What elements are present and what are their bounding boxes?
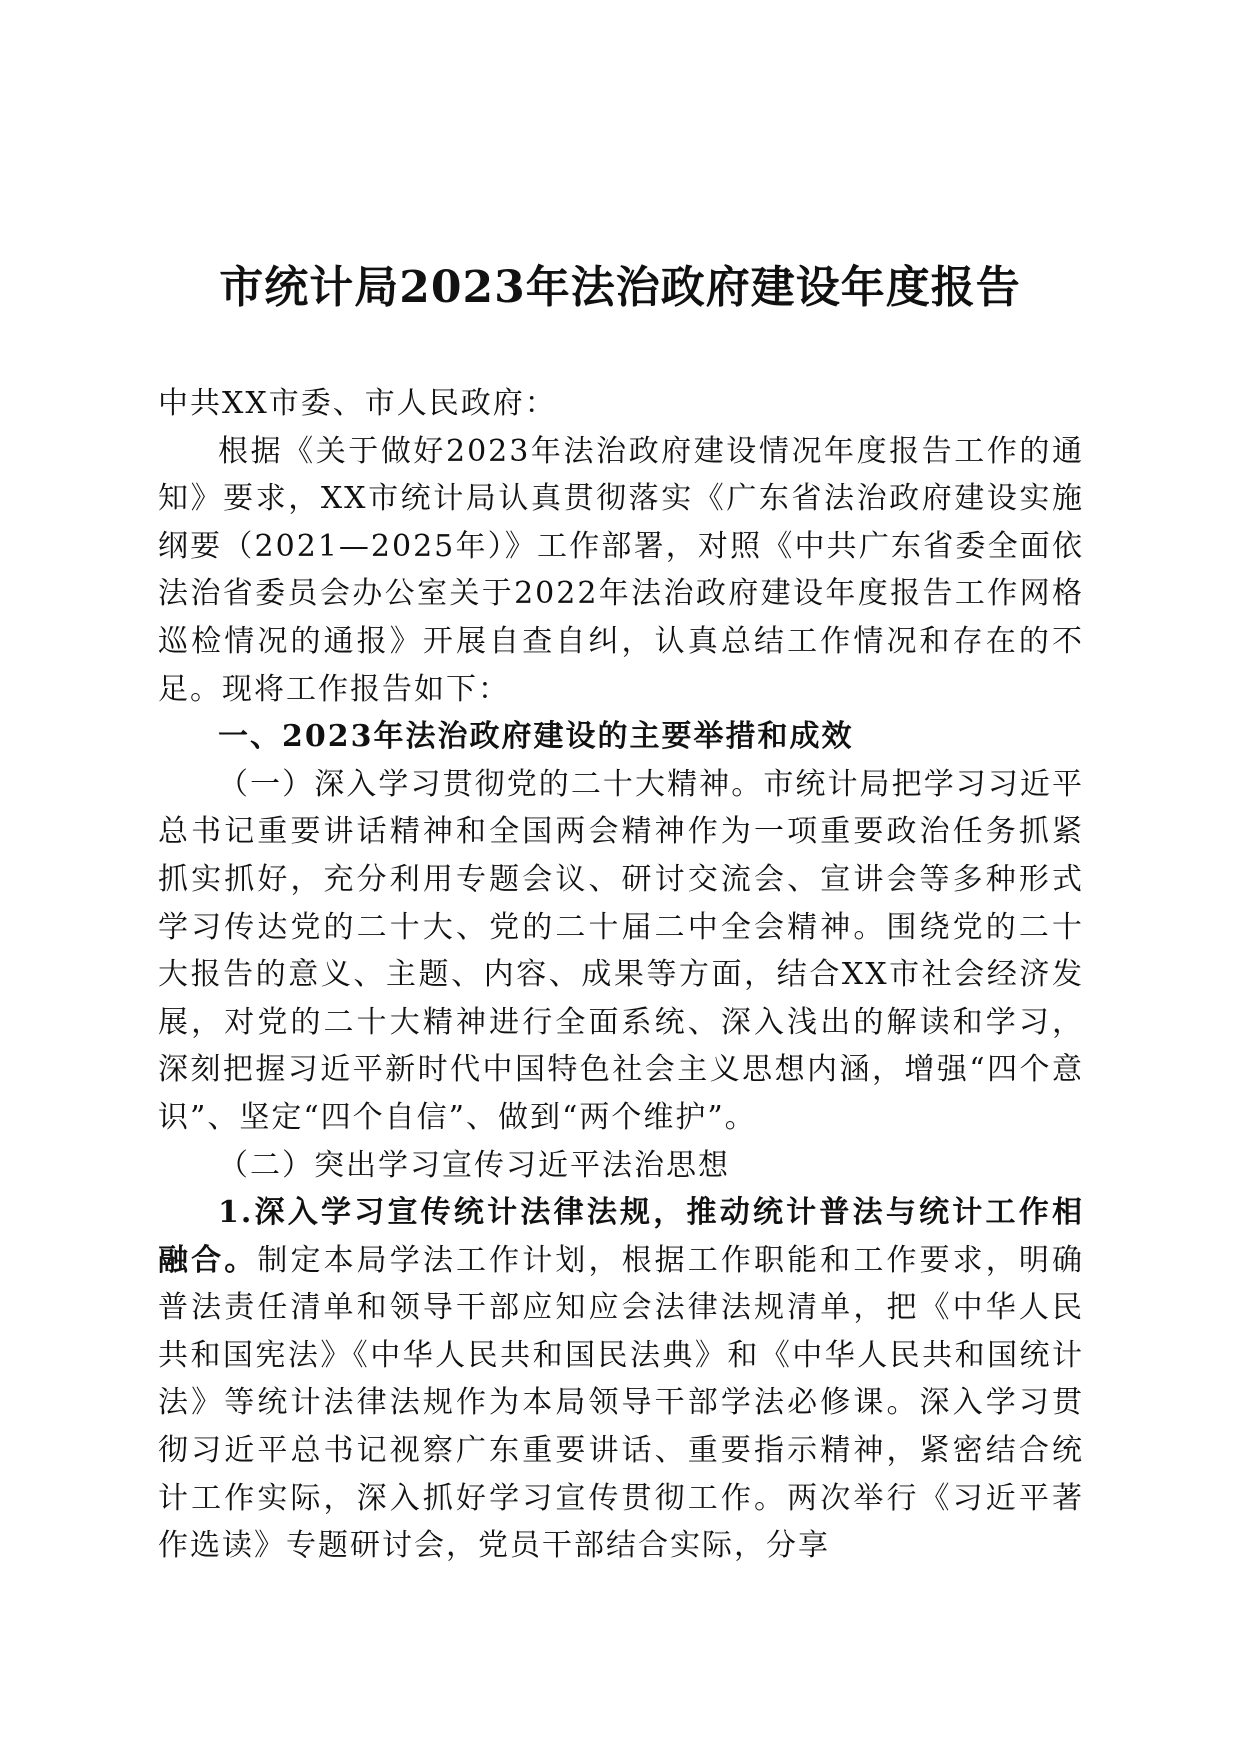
item-1-body: 制定本局学法工作计划，根据工作职能和工作要求，明确普法责任清单和领导干部应知应会法律法规清单，把《中华人民共和国宪法》《中华人民共和国民法典》和《中华人民共和国统计法》等统计法律法规作为本局领导干部学法必修课。深入学习贯彻习近平总书记视察广东重要讲话、重要指示精神，紧密结合统计工作实际，深入抓好学习宣传贯彻工作。两次举行《习近平著作选读》专题研讨会，党员干部结合实际，分享: [158, 1242, 1085, 1564]
subsection-2-title: （二）突出学习宣传习近平法治思想: [218, 1147, 730, 1183]
subsection-1-title: （一）深入学习贯彻党的二十大精神。: [218, 766, 764, 802]
document-body: [158, 380, 1084, 1570]
item-1-lead: 1.深入学习宣传统计法律法规，推动统计普法与统计工作相融合。: [158, 1195, 1084, 1278]
intro-paragraph: 根据《关于做好2023年法治政府建设情况年度报告工作的通知》要求，XX市统计局认真贯彻落实《广东省法治政府建设实施纲要（2021—2025年）》工作部署，对照《中共广东省委全面依法治省委员会办公室关于2022年法治政府建设年度报告工作网格巡检情况的通报》开展自查自纠，认真总结工作情况和存在的不足。现将工作报告如下：: [158, 433, 1084, 707]
subsection-1-body: 市统计局把学习习近平总书记重要讲话精神和全国两会精神作为一项重要政治任务抓紧抓实抓好，充分利用专题会议、研讨交流会、宣讲会等多种形式学习传达党的二十大、党的二十届二中全会精神。围绕党的二十大报告的意义、主题、内容、成果等方面，结合XX市社会经济发展，对党的二十大精神进行全面系统、深入浅出的解读和学习，深刻把握习近平新时代中国特色社会主义思想内涵，增强“四个意识”、坚定“四个自信”、做到“两个维护”。: [158, 766, 1085, 1135]
salutation: 中共XX市委、市人民政府：: [158, 386, 557, 421]
subsection-1-paragraph: [158, 761, 1084, 1142]
item-1-paragraph: [158, 1189, 1084, 1570]
document-title: 市统计局2023年法治政府建设年度报告: [219, 262, 1021, 313]
section-heading-1: 一、2023年法治政府建设的主要举措和成效: [218, 719, 854, 755]
